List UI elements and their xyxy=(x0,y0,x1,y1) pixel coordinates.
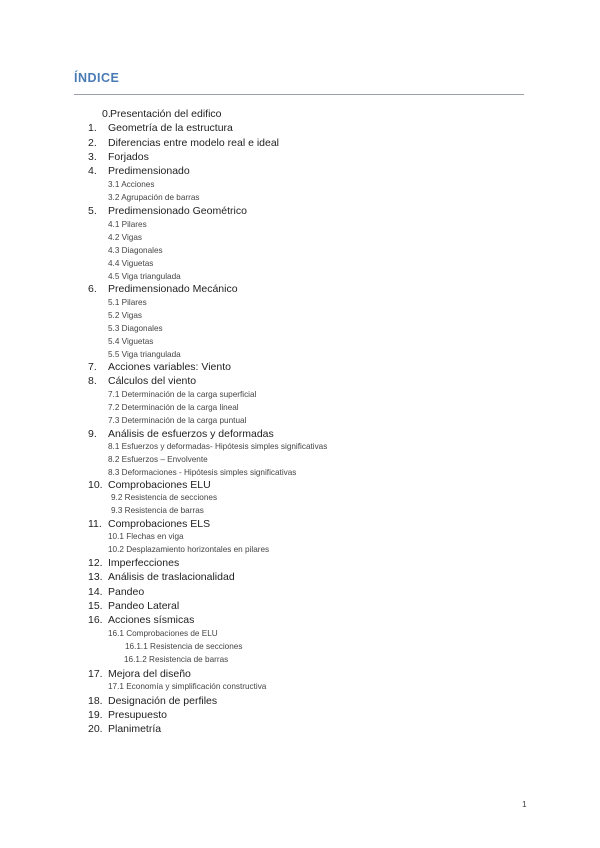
toc-entry-number: 0. xyxy=(102,108,111,120)
toc-entry-text: 4.3 Diagonales xyxy=(108,246,163,255)
page-title: ÍNDICE xyxy=(74,71,120,85)
toc-entry-number: 8. xyxy=(88,375,97,387)
toc-entry-number: 9. xyxy=(88,428,97,440)
toc-entry-text: 4.1 Pilares xyxy=(108,220,147,229)
toc-entry-text: Predimensionado Mecánico xyxy=(108,283,238,295)
toc-entry-text: 10.2 Desplazamiento horizontales en pilares xyxy=(108,545,270,554)
toc-entry-text: Análisis de esfuerzos y deformadas xyxy=(108,428,274,440)
toc-entry-text: 9.3 Resistencia de barras xyxy=(111,506,204,515)
toc-entry-text: Comprobaciones ELU xyxy=(108,479,211,491)
toc-entry-text: 4.5 Viga triangulada xyxy=(108,272,181,281)
toc-entry-text: Presupuesto xyxy=(108,709,167,721)
toc-entry-text: Cálculos del viento xyxy=(108,375,197,387)
toc-entry-text: 5.1 Pilares xyxy=(108,298,147,307)
toc-entry-text: 16.1.2 Resistencia de barras xyxy=(124,655,229,664)
toc-entry-number: 13. xyxy=(88,571,103,583)
toc-entry-text: Diferencias entre modelo real e ideal xyxy=(108,137,280,149)
toc-entry-number: 11. xyxy=(88,518,102,530)
toc-entry-text: 8.3 Deformaciones - Hipótesis simples significativas xyxy=(108,468,297,477)
page-number: 1 xyxy=(522,799,527,809)
toc-entry-number: 6. xyxy=(88,283,97,295)
toc-entry-number: 1. xyxy=(88,122,97,134)
toc-entry-text: 3.1 Acciones xyxy=(108,180,155,189)
toc-entry-text: Pandeo Lateral xyxy=(108,600,180,612)
toc-entry-text: Análisis de traslacionalidad xyxy=(108,571,235,583)
toc-entry-text: Predimensionado Geométrico xyxy=(108,205,247,217)
toc-entry-text: Imperfecciones xyxy=(108,557,180,569)
toc-entry-text: 5.5 Viga triangulada xyxy=(108,350,181,359)
title-divider xyxy=(74,94,524,95)
toc-entry-text: 5.4 Viguetas xyxy=(108,337,154,346)
toc-entry-text: Comprobaciones ELS xyxy=(108,518,211,530)
toc-entry-text: 3.2 Agrupación de barras xyxy=(108,193,200,202)
toc-entry-text: 5.2 Vigas xyxy=(108,311,142,320)
toc-entry-text: 5.3 Diagonales xyxy=(108,324,163,333)
toc-entry-number: 3. xyxy=(88,151,97,163)
toc-entry-text: 7.3 Determinación de la carga puntual xyxy=(108,416,247,425)
toc-entry-text: Mejora del diseño xyxy=(108,668,191,680)
toc-entry-text: 7.2 Determinación de la carga lineal xyxy=(108,403,239,412)
toc-entry-text: 10.1 Flechas en viga xyxy=(108,532,184,541)
toc-entry-text: Predimensionado xyxy=(108,165,190,177)
toc-entry-number: 16. xyxy=(88,614,103,626)
toc-entry-number: 15. xyxy=(88,600,103,612)
toc-entry-number: 20. xyxy=(88,723,103,735)
toc-entry-text: Presentación del edifico xyxy=(110,108,222,120)
toc-entry-text: Acciones variables: Viento xyxy=(108,361,231,373)
toc-entry-text: 17.1 Economía y simplificación constructiva xyxy=(108,682,267,691)
toc-entry-text: 8.1 Esfuerzos y deformadas- Hipótesis simples significativas xyxy=(108,442,328,451)
toc-entry-number: 19. xyxy=(88,709,103,721)
toc-entry-number: 12. xyxy=(88,557,103,569)
toc-entry-number: 17. xyxy=(88,668,103,680)
toc-entry-number: 5. xyxy=(88,205,97,217)
toc-entry-text: 7.1 Determinación de la carga superficial xyxy=(108,390,257,399)
toc-entry-number: 2. xyxy=(88,137,97,149)
toc-entry-text: Acciones sísmicas xyxy=(108,614,195,626)
toc-entry-text: Geometría de la estructura xyxy=(108,122,233,134)
toc-entry-text: 4.4 Viguetas xyxy=(108,259,154,268)
toc-entry-number: 4. xyxy=(88,165,97,177)
toc-entry-number: 14. xyxy=(88,586,103,598)
toc-entry-number: 18. xyxy=(88,695,103,707)
toc-entry-text: Planimetría xyxy=(108,723,162,735)
toc-entry-number: 10. xyxy=(88,479,103,491)
toc-entry-text: Pandeo xyxy=(108,586,145,598)
toc-entry-text: 8.2 Esfuerzos – Envolvente xyxy=(108,455,208,464)
toc-entry-text: 16.1 Comprobaciones de ELU xyxy=(108,629,218,638)
toc-entry-text: 16.1.1 Resistencia de secciones xyxy=(125,642,243,651)
toc-entry-text: 4.2 Vigas xyxy=(108,233,142,242)
toc-entry-text: Forjados xyxy=(108,151,149,163)
toc-entry-text: 9.2 Resistencia de secciones xyxy=(111,493,218,502)
toc-entry-text: Designación de perfiles xyxy=(108,695,218,707)
toc-entry-number: 7. xyxy=(88,361,97,373)
